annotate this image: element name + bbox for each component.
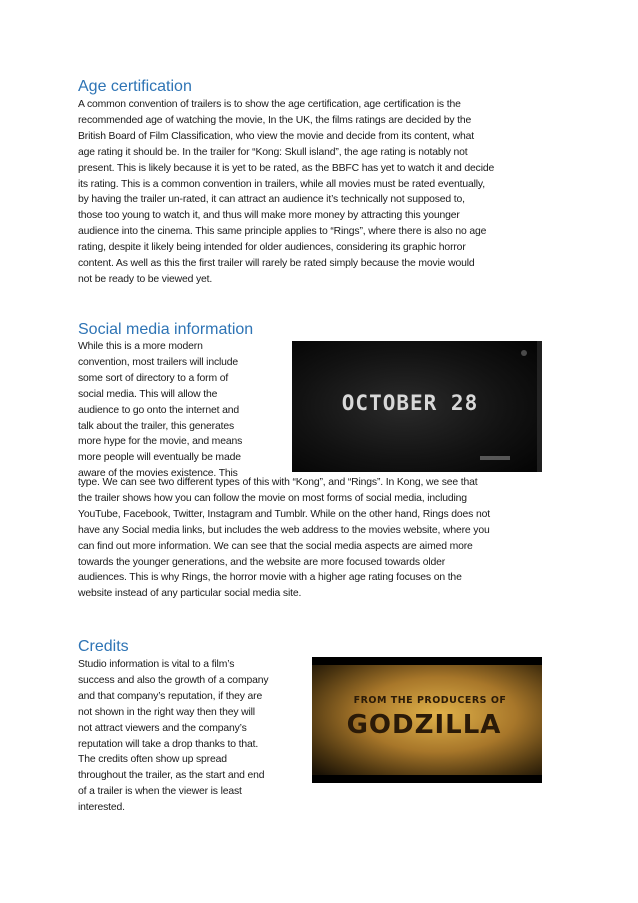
text-line: of a trailer is when the viewer is least bbox=[78, 786, 242, 798]
text-line: audience to go onto the internet and bbox=[78, 404, 239, 416]
text-line: aware of the movies existence. This bbox=[78, 468, 238, 480]
text-line: Studio information is vital to a film’s bbox=[78, 659, 235, 670]
rings-date-text: OCTOBER 28 bbox=[341, 391, 479, 415]
text-line: age rating it should be. In the trailer for “Kong: Skull island”, the age rating is notably not bbox=[78, 146, 468, 158]
text-line: interested. bbox=[78, 802, 125, 814]
paragraph-social-media-side bbox=[78, 339, 290, 482]
text-line: more people will eventually be made bbox=[78, 452, 241, 464]
text-line: talk about the trailer, this generates bbox=[78, 420, 235, 432]
text-line: the trailer shows how you can follow the movie on most forms of social media, including bbox=[78, 492, 467, 504]
text-line: type. We can see two different types of this with “Kong”, and “Rings”. In Kong, we see that bbox=[78, 477, 478, 488]
text-line: reputation will take a drop thanks to that. bbox=[78, 738, 259, 750]
heading-age-certification: Age certification bbox=[78, 78, 192, 95]
kong-credit-big-text: GODZILLA bbox=[346, 710, 502, 740]
text-line: rating, despite it likely being intended for older audiences, considering its graphic horror bbox=[78, 242, 466, 254]
text-line: and that company’s reputation, if they are bbox=[78, 690, 263, 702]
text-line: British Board of Film Classification, who view the movie and decide from its content, what bbox=[78, 130, 474, 142]
rings-trailer-image bbox=[292, 341, 542, 472]
paragraph-credits bbox=[78, 657, 308, 816]
text-line: YouTube, Facebook, Twitter, Instagram and Tumblr. While on the other hand, Rings does not bbox=[78, 508, 490, 520]
text-line: not be ready to be viewed yet. bbox=[78, 273, 213, 285]
heading-credits: Credits bbox=[78, 638, 129, 655]
paragraph-age-certification bbox=[78, 97, 548, 288]
text-line: not shown in the right way then they will bbox=[78, 706, 255, 718]
text-line: not attract viewers and the company’s bbox=[78, 722, 247, 734]
text-line: by having the trailer un-rated, it can attract an audience it’s technically not supposed to, bbox=[78, 194, 465, 206]
heading-social-media: Social media information bbox=[78, 321, 254, 338]
text-line: have any Social media links, but includes the web address to the movies website, where you bbox=[78, 524, 490, 536]
text-line: more hype for the movie, and means bbox=[78, 436, 243, 448]
rings-trailer-graphic bbox=[292, 341, 542, 472]
text-line: some sort of directory to a form of bbox=[78, 372, 229, 384]
text-line: While this is a more modern bbox=[78, 341, 203, 352]
text-line: content. As well as this the first trailer will rarely be rated simply because the movie would bbox=[78, 258, 475, 270]
text-line: social media. This will allow the bbox=[78, 388, 218, 400]
text-line: throughout the trailer, as the start and end bbox=[78, 770, 265, 782]
paragraph-social-media-full bbox=[78, 475, 558, 602]
text-line: those too young to watch it, and thus will make more money by attracting this younger bbox=[78, 210, 460, 222]
text-line: towards the younger generations, and the website are more focused towards older bbox=[78, 556, 446, 568]
text-line: A common convention of trailers is to show the age certification, age certification is the bbox=[78, 99, 461, 110]
kong-trailer-graphic bbox=[312, 657, 542, 783]
text-line: audiences. This is why Rings, the horror movie with a higher age rating focuses on the bbox=[78, 572, 462, 584]
text-line: success and also the growth of a company bbox=[78, 674, 269, 686]
kong-trailer-image bbox=[312, 657, 542, 783]
kong-credit-small-text: FROM THE PRODUCERS OF bbox=[353, 695, 507, 706]
studio-logo-mark bbox=[480, 456, 510, 460]
text-line: can find out more information. We can see that the social media aspects are aimed more bbox=[78, 540, 473, 552]
text-line: The credits often show up spread bbox=[78, 754, 227, 766]
text-line: its rating. This is a common convention in trailers, while all movies must be rated eventually, bbox=[78, 178, 485, 190]
text-line: convention, most trailers will include bbox=[78, 356, 239, 368]
text-line: website instead of any particular social media site. bbox=[78, 588, 302, 600]
text-line: recommended age of watching the movie, In the UK, the films ratings are decided by the bbox=[78, 114, 472, 126]
text-line: audience into the cinema. This same principle applies to “Rings”, where there is also no age bbox=[78, 226, 487, 238]
text-line: present. This is likely because it is yet to be rated, as the BBFC has yet to watch it and decide bbox=[78, 162, 495, 174]
